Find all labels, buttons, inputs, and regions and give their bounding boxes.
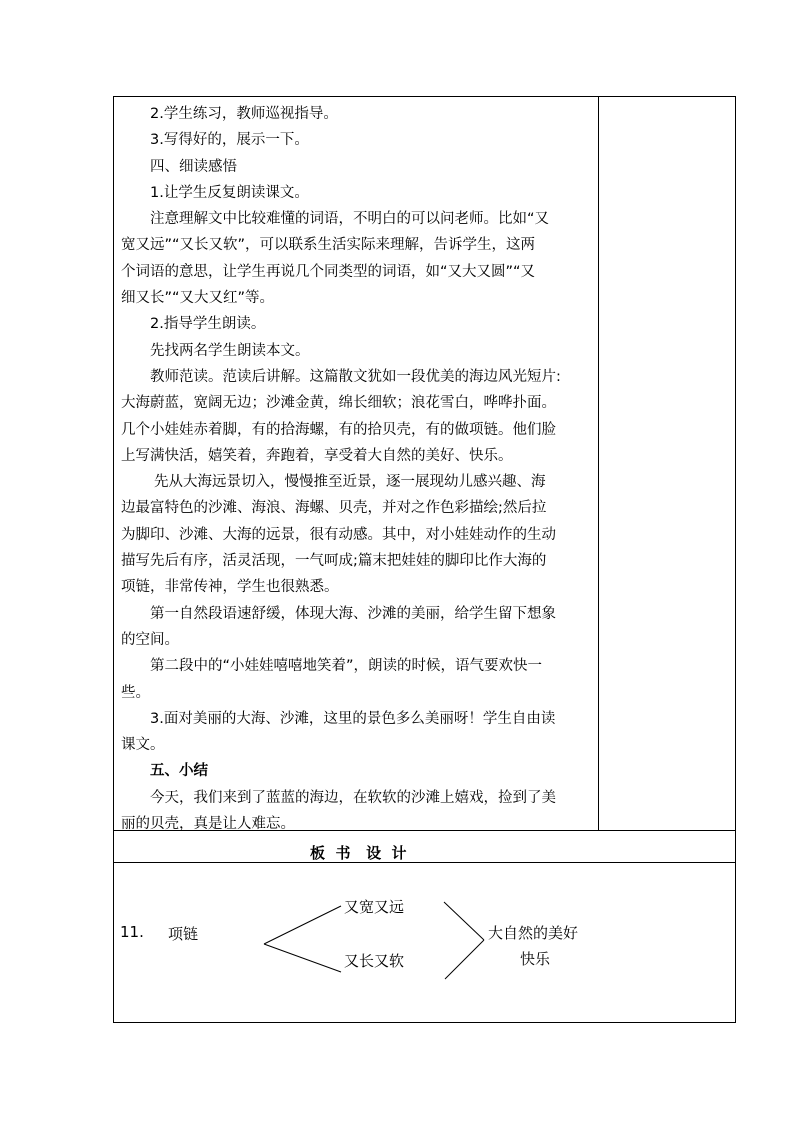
lesson-line: 先从大海远景切入，慢慢推至近景，逐一展现幼儿感兴趣、海 [154, 474, 546, 491]
lower-right-line [445, 940, 484, 979]
lesson-line: 个词语的意思，让学生再说几个同类型的词语，如“又大又圆”“又 [121, 263, 536, 280]
upper-left-line [264, 906, 341, 944]
lesson-line: 1.让学生反复朗读课文。 [150, 184, 309, 201]
lesson-line: 注意理解文中比较难懂的词语，不明白的可以问老师。比如“又 [150, 211, 550, 228]
lesson-line: 先找两名学生朗读本文。 [150, 342, 310, 359]
lesson-line: 丽的贝壳，真是让人难忘。 [121, 816, 295, 833]
lesson-line: 几个小娃娃赤着脚，有的拾海螺，有的拾贝壳，有的做项链。他们脸 [121, 421, 556, 438]
lesson-line: 第二段中的“小娃娃嘻嘻地笑着”，朗读的时候，语气要欢快一 [150, 658, 543, 675]
lesson-line: 细又长”“又大又红”等。 [121, 290, 275, 307]
lesson-line: 2.学生练习，教师巡视指导。 [150, 106, 338, 122]
lesson-line: 3.写得好的，展示一下。 [150, 132, 309, 149]
board-upper-phrase: 又宽又远 [344, 898, 405, 916]
lesson-line: 为脚印、沙滩、大海的远景，很有动感。其中，对小娃娃动作的生动 [121, 526, 556, 543]
lesson-line: 项链，非常传神，学生也很熟悉。 [121, 579, 339, 596]
lesson-line: 五、小结 [150, 763, 208, 780]
lesson-line: 描写先后有序，活灵活现，一气呵成;篇末把娃娃的脚印比作大海的 [121, 553, 547, 570]
board-design-title: 板 书 设 计 [310, 844, 407, 862]
lesson-line: 上写满快活，嬉笑着，奔跑着，享受着大自然的美好、快乐。 [121, 447, 513, 464]
lower-left-line [264, 944, 341, 972]
board-lesson-number: 11. [120, 923, 144, 941]
board-lower-phrase: 又长又软 [344, 952, 405, 970]
lesson-line: 些。 [121, 684, 150, 701]
board-topic: 项链 [168, 925, 199, 943]
lesson-line: 第一自然段语速舒缓，体现大海、沙滩的美丽，给学生留下想象 [150, 605, 556, 622]
lesson-line: 大海蔚蓝，宽阔无边；沙滩金黄，绵长细软；浪花雪白，哗哗扑面。 [121, 395, 556, 412]
lesson-line: 四、细读感悟 [150, 158, 237, 175]
lesson-line: 2.指导学生朗读。 [150, 316, 266, 333]
lesson-line: 3.面对美丽的大海、沙滩，这里的景色多么美丽呀！学生自由读 [150, 710, 556, 727]
upper-right-line [444, 902, 484, 940]
board-result-line1: 大自然的美好 [488, 924, 579, 942]
lesson-line: 宽又远”“又长又软”，可以联系生活实际来理解，告诉学生，这两 [121, 237, 536, 254]
lesson-line: 教师范读。范读后讲解。这篇散文犹如一段优美的海边风光短片: [150, 368, 561, 385]
lesson-line: 今天，我们来到了蓝蓝的海边，在软软的沙滩上嬉戏，捡到了美 [150, 789, 556, 806]
board-result-line2: 快乐 [520, 950, 551, 968]
lesson-line: 的空间。 [121, 631, 179, 648]
lesson-line: 课文。 [121, 737, 165, 754]
lesson-line: 边最富特色的沙滩、海浪、海螺、贝壳，并对之作色彩描绘;然后拉 [121, 500, 547, 517]
